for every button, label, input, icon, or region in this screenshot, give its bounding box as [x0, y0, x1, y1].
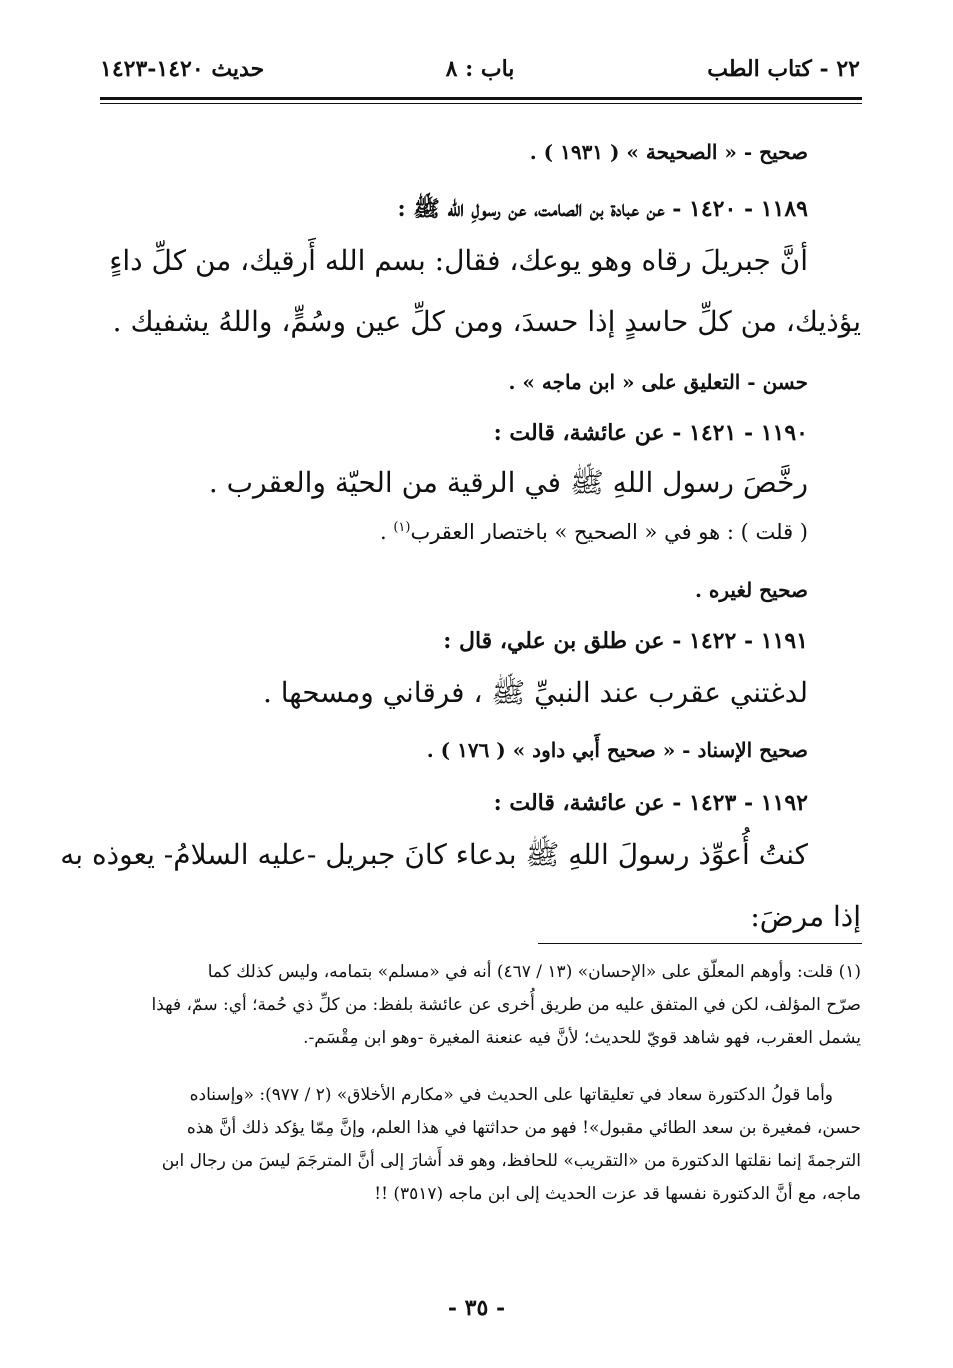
hadith-text-line: لدغتني عقرب عند النبيِّ ﷺ ، فرقاني ومسحها . [262, 676, 808, 709]
author-note-text: ( قلت ) : هو في « الصحيح » باختصار العقرب [410, 520, 808, 544]
hadith-text-line: كنتُ أُعوِّذ رسولَ اللهِ ﷺ بدعاء كانَ جبريل -عليه السلامُ- يعوذه به [60, 838, 808, 871]
hadith-chain-1192: ١١٩٢ - ١٤٢٣ - عن عائشة، قالت : [493, 790, 808, 816]
header-rule-thick [100, 97, 862, 100]
hadith-text-line: إذا مرضَ: [750, 900, 861, 933]
footnote-line: وأما قولُ الدكتورة سعاد في تعليقاتها على الحديث في «مكارم الأخلاق» (٢ / ٩٧٧): «وإسناده [189, 1085, 833, 1105]
footnote-line: الترجمةَ إنما نقلتها الدكتورة من «التقريب» للحافظ، وهو قد أَشارَ إلى أنَّ المترجَمَ ليسَ من رجال ابن [161, 1151, 861, 1171]
footnote-line: يشمل العقرب، فهو شاهد قويّ للحديث؛ لأنَّ فيه عنعنة المغيرة -وهو ابن مِقْسَم-. [303, 1028, 861, 1048]
hadith-chain-1189: ١١٨٩ - ١٤٢٠ - عن عبادة بن الصامت، عن رسولِ الله ﷺ : [397, 196, 808, 222]
author-note [380, 520, 808, 544]
footnote-line: ماجه، مع أنَّ الدكتورة نفسها قد عزت الحديث إلى ابن ماجه (٣٥١٧) !! [374, 1184, 861, 1204]
hadith-text-line: رخَّصَ رسول اللهِ ﷺ في الرقية من الحيّة والعقرب . [208, 466, 808, 499]
grade-line: صحيح - « الصحيحة » ( ١٩٣١ ) . [529, 140, 808, 164]
grade-line: صحيح لغيره . [694, 578, 808, 602]
header-chapter: باب : ٨ [445, 56, 515, 82]
hadith-chain-1190: ١١٩٠ - ١٤٢١ - عن عائشة، قالت : [493, 420, 808, 446]
footnote-separator [538, 943, 862, 944]
header-hadith-range: حديث ١٤٢٠-١٤٢٣ [100, 56, 265, 82]
hadith-text-line: أنَّ جبريلَ رقاه وهو يوعك، فقال: بسم الله أَرقيك، من كلِّ داءٍ [109, 244, 808, 277]
header-book-title: ٢٢ - كتاب الطب [707, 56, 860, 82]
grade-line: صحيح الإسناد - « صحيح أَبي داود » ( ١٧٦ ) . [426, 738, 808, 762]
hadith-text-line: يؤذيك، من كلِّ حاسدٍ إذا حسدَ، ومن كلِّ عين وسُمٍّ، واللهُ يشفيك . [112, 305, 861, 338]
footnote-line: حسن، فمغيرة بن سعد الطائي مقبول»! فهو من حداثتها في هذا العلم، وإنَّ مِمّا يؤكد ذلك أنَّ هذه [186, 1118, 861, 1138]
author-note-end: . [379, 520, 387, 544]
footnote-line: (١) قلت: وأوهم المعلّق على «الإحسان» (١٣ / ٤٦٧) أنه في «مسلم» بتمامه، وليس كذلك كما [207, 962, 861, 982]
footnote-line: صرّح المؤلف، لكن في المتفق عليه من طريق أُخرى عن عائشة بلفظ: من كلِّ ذي حُمة؛ أي: سمّ، فهذا [151, 995, 861, 1015]
footnote-marker: (١) [393, 520, 411, 535]
page-number: - ٣٥ - [447, 1295, 506, 1321]
grade-line: حسن - التعليق على « ابن ماجه » . [508, 370, 808, 394]
header-rule-thin [100, 103, 862, 104]
hadith-chain-1191: ١١٩١ - ١٤٢٢ - عن طلق بن علي، قال : [443, 628, 808, 654]
running-header [100, 56, 860, 96]
